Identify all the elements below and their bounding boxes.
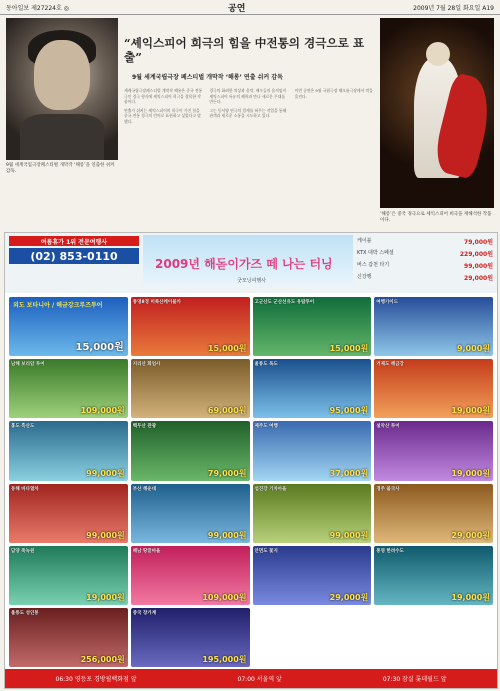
masthead: [0, 0, 500, 15]
tour-title: 통영8경 미륵산케이블카: [132, 300, 181, 305]
tour-title: 안면도 꽃지: [254, 548, 278, 554]
tour-card[interactable]: [131, 608, 250, 667]
travel-advertisement: [4, 232, 498, 689]
ad-phone-number[interactable]: (02) 853-0110: [9, 248, 139, 264]
tour-card[interactable]: [131, 484, 250, 543]
ad-header: [5, 233, 497, 293]
tour-title: 설악산 투어: [376, 424, 400, 430]
tour-price: 69,000원: [207, 406, 247, 416]
article-paragraph: 이번 공연은 9월 국립극장 해오름극장에서 막을 올린다.: [294, 88, 373, 99]
tour-title: 동해 바다열차: [11, 486, 39, 492]
article-paragraph: 경극의 화려한 의상과 음악, 배우들의 움직임이 셰익스피어 특유의 해학과 만나 새로운 무대를 만든다.: [209, 88, 287, 105]
performer-head: [426, 42, 450, 66]
tour-title: 제주도 여행: [254, 424, 278, 430]
section-title: 공연: [228, 4, 246, 14]
ad-footer: [5, 669, 497, 688]
price-row: [357, 273, 493, 282]
ad-title: 2009년 해돋이가즈 떼 나는 터닝: [155, 257, 333, 271]
tour-title: 지리산 화엄사: [132, 362, 161, 368]
price-value: 229,000원: [459, 251, 493, 258]
director-photo-shirt: [20, 114, 104, 160]
tour-price: 15,000원: [329, 344, 369, 354]
article-paragraph: 그는 동서양 연극의 경계를 허무는 작업을 통해 관객과 새로운 소통을 시도하고 있다.: [209, 107, 287, 119]
pickup-location: 07:00 서울역 앞: [237, 676, 282, 683]
tour-title: 백두산 관광: [132, 424, 157, 430]
tour-title: 여행가이드: [376, 300, 398, 305]
price-value: 99,000원: [464, 263, 493, 270]
tour-title: 섬진강 기차마을: [254, 486, 287, 492]
tour-card[interactable]: [131, 297, 250, 356]
ad-price-list: [357, 237, 493, 285]
tour-card[interactable]: [9, 546, 128, 605]
tour-price: 19,000원: [451, 468, 490, 478]
price-label: 신강행: [357, 274, 372, 280]
tour-price: 29,000원: [451, 530, 490, 540]
tour-price: 256,000원: [80, 655, 125, 664]
article-column-3: [295, 88, 374, 228]
price-row: [357, 249, 493, 258]
tour-card[interactable]: [374, 297, 493, 356]
tour-price: 29,000원: [329, 592, 369, 602]
tour-card[interactable]: [374, 421, 493, 480]
tour-title: 홍도 흑산도: [11, 424, 35, 430]
tour-grid: [9, 297, 493, 667]
tour-card[interactable]: [131, 359, 250, 418]
tour-price: 109,000원: [202, 592, 247, 602]
tour-title: 중국 장가계: [132, 610, 157, 616]
article-subhead: 9월 세계국립극장 페스티벌 개막작 ‘해롱’ 연출 쉬커 감독: [132, 74, 283, 81]
left-photo-caption: 9월 세계국립극장페스티벌 개막작 ‘해롱’을 연출한 쉬커 감독.: [6, 163, 115, 174]
tour-price: 99,000원: [86, 530, 125, 540]
tour-price: 195,000원: [202, 655, 247, 664]
featured-tour-card[interactable]: [9, 297, 128, 356]
performance-photo: [380, 18, 494, 208]
tour-card[interactable]: [253, 359, 372, 418]
tour-title: 울릉도 성인봉: [11, 610, 39, 616]
tour-price: 95,000원: [329, 406, 369, 416]
price-label: KTX 대박 스페셜: [357, 250, 394, 256]
tour-title: 남해 보리암 투어: [11, 362, 45, 368]
tour-price: 9,000원: [456, 344, 490, 354]
tour-title: 부산 해운대: [132, 486, 157, 492]
price-value: 79,000원: [464, 239, 493, 246]
article-column-1: [124, 88, 203, 228]
tour-price: 99,000원: [86, 468, 125, 478]
article-column-2: [209, 88, 288, 228]
ad-company-name: 굿모닝여행사: [237, 278, 266, 284]
director-photo: [6, 18, 118, 160]
article-paragraph: 연출가 쉬커는 셰익스피어의 희극이 가진 힘을 중국 전통 경극의 언어로 표현하고 싶었다고 말했다.: [124, 107, 201, 124]
tour-price: 79,000원: [207, 468, 247, 478]
pickup-location: 06:30 영등포 경방필백화점 앞: [55, 676, 137, 683]
tour-price: 109,000원: [80, 406, 125, 416]
tour-title: 울릉도 독도: [254, 362, 278, 368]
article-body: [124, 88, 374, 228]
pickup-location: 07:30 잠실 롯데월드 앞: [382, 676, 447, 683]
masthead-left: 동아일보 제27224호 ◎: [6, 5, 69, 12]
tour-price: 19,000원: [451, 406, 490, 416]
price-value: 29,000원: [464, 275, 493, 282]
tour-card[interactable]: [131, 546, 250, 605]
tour-price: 19,000원: [451, 592, 490, 602]
masthead-date: 2009년 7월 28일 화요일 A19: [413, 5, 494, 12]
tour-card[interactable]: [9, 421, 128, 480]
tour-card[interactable]: [374, 484, 493, 543]
ad-badge: 여름휴가 1위 전문여행사: [9, 236, 139, 246]
featured-tour-price: 15,000원: [75, 342, 124, 354]
article-headline: “셰익스피어 희극의 힘을 中전통의 경극으로 표출”: [124, 36, 365, 64]
tour-title: 고군산도 군산선유도 유람투어: [254, 300, 315, 305]
tour-card[interactable]: [9, 359, 128, 418]
price-row: [357, 261, 493, 270]
article-paragraph: 세계국립극장페스티벌 개막작 해롱은 중국 전통극인 경극 형식에 셰익스피어 희극을 접목한 작품이다.: [124, 88, 203, 105]
tour-card[interactable]: [374, 359, 493, 418]
tour-card[interactable]: [131, 421, 250, 480]
tour-price: 99,000원: [207, 530, 247, 540]
tour-card[interactable]: [374, 546, 493, 605]
tour-price: 15,000원: [207, 344, 247, 354]
director-photo-face: [34, 40, 90, 110]
right-photo-caption: ‘해롱’은 중국 경극으로 셰익스피어 희극을 재해석한 작품이다.: [380, 212, 492, 223]
price-row: [357, 237, 493, 246]
price-label: 버스 갑천 타기: [357, 262, 390, 268]
tour-card[interactable]: [9, 484, 128, 543]
tour-price: 99,000원: [329, 530, 369, 540]
tour-title: 통영 한려수도: [376, 548, 404, 554]
tour-card[interactable]: [9, 608, 128, 667]
tour-title: 담양 죽녹원: [11, 548, 35, 554]
tour-price: 37,000원: [329, 468, 369, 478]
featured-tour-title: 외도 보타니아 / 해금강크루즈투어: [13, 302, 103, 309]
tour-card[interactable]: [253, 421, 372, 480]
tour-card[interactable]: [253, 484, 372, 543]
tour-title: 경주 불국사: [376, 486, 400, 492]
tour-card[interactable]: [253, 297, 372, 356]
tour-price: 19,000원: [86, 592, 125, 602]
tour-card[interactable]: [253, 546, 372, 605]
price-label: 케이블: [357, 238, 372, 244]
tour-title: 해남 땅끝마을: [132, 548, 161, 554]
tour-title: 거제도 해금강: [376, 362, 404, 368]
